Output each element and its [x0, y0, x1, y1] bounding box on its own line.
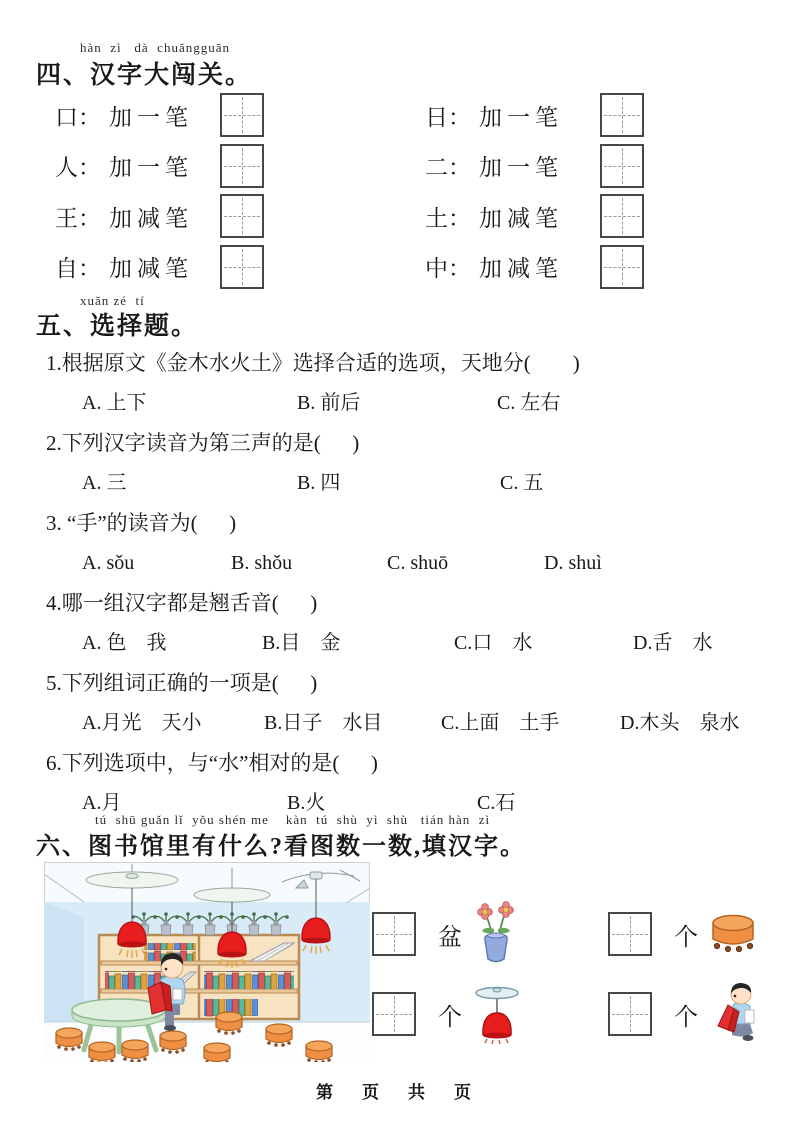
question-list [36, 342, 766, 822]
question-5 [36, 662, 766, 742]
section4-title: 四、汉字大闯关。 [36, 62, 253, 89]
section6-title: 六、图书馆里有什么?看图数一数,填汉字。 [36, 834, 526, 860]
option-b[interactable]: B.日子 水目 [264, 712, 383, 734]
question-6 [36, 742, 766, 822]
tianzige-box[interactable] [600, 93, 644, 137]
question-2 [36, 422, 766, 502]
question-text: 2.下列汉字读音为第三声的是( ) [46, 431, 360, 455]
tianzige-box[interactable] [608, 992, 652, 1036]
count-item-lamps [372, 983, 522, 1045]
stroke-row-label: 人： 加一笔 [55, 155, 193, 181]
tianzige-box[interactable] [608, 912, 652, 956]
stroke-row-label: 日： 加一笔 [425, 104, 563, 130]
option-c[interactable]: C. shuō [387, 552, 449, 574]
measure-word: 个 [438, 1004, 462, 1031]
library-scene [44, 862, 370, 1062]
stroke-row-label: 二： 加一笔 [425, 155, 563, 181]
option-a[interactable]: A. sǒu [82, 552, 135, 574]
measure-word: 盆 [438, 924, 462, 951]
option-b[interactable]: B. 前后 [297, 392, 361, 414]
question-text: 5.下列组词正确的一项是( ) [46, 671, 318, 695]
page-footer: 第 页 共 页 [316, 1083, 477, 1102]
option-c[interactable]: C. 五 [500, 472, 544, 494]
question-text: 3. “手”的读音为( ) [46, 511, 237, 535]
question-options [36, 384, 766, 422]
tianzige-box[interactable] [600, 245, 644, 289]
section4-right-column [425, 90, 644, 292]
tianzige-box[interactable] [220, 245, 264, 289]
library-illustration [44, 862, 370, 1062]
option-b[interactable]: B.火 [287, 792, 326, 814]
section5-pinyin: xuǎn zé tí [80, 293, 145, 308]
measure-word: 个 [674, 1004, 698, 1031]
section5-title: 五、选择题。 [36, 313, 199, 340]
question-options [36, 464, 766, 502]
tianzige-box[interactable] [372, 992, 416, 1036]
tianzige-box[interactable] [372, 912, 416, 956]
pendant-lamp-icon [472, 983, 522, 1045]
stroke-row [425, 191, 644, 242]
section4-left-column [55, 90, 264, 292]
option-a[interactable]: A. 色 我 [82, 632, 167, 654]
tianzige-box[interactable] [220, 194, 264, 238]
option-c[interactable]: C. 左右 [497, 392, 561, 414]
count-item-readers [608, 983, 760, 1045]
question-text: 6.下列选项中，与“水”相对的是( ) [46, 751, 378, 775]
stroke-row-label: 口： 加一笔 [55, 104, 193, 130]
tianzige-box[interactable] [600, 194, 644, 238]
flower-pot-icon [472, 901, 520, 967]
measure-word: 个 [674, 924, 698, 951]
option-d[interactable]: D.木头 泉水 [620, 712, 740, 734]
stroke-row [55, 141, 264, 192]
tianzige-box[interactable] [600, 144, 644, 188]
stroke-row-label: 王： 加减笔 [55, 205, 193, 231]
option-d[interactable]: D.舌 水 [633, 632, 713, 654]
question-4 [36, 582, 766, 662]
section6-pinyin: tú shū guǎn lǐ yǒu shén me kàn tú shù yì shù tián hàn zì [95, 812, 491, 827]
count-item-stools [608, 903, 758, 965]
stroke-row [425, 141, 644, 192]
option-d[interactable]: D. shuì [544, 552, 602, 574]
count-item-flowers [372, 903, 520, 965]
option-b[interactable]: B. shǒu [231, 552, 293, 574]
question-3 [36, 502, 766, 582]
tianzige-box[interactable] [220, 93, 264, 137]
stroke-row-label: 中： 加减笔 [425, 256, 563, 282]
question-text: 1.根据原文《金木水火土》选择合适的选项，天地分( ) [46, 351, 580, 375]
stroke-row [55, 191, 264, 242]
option-c[interactable]: C.上面 土手 [441, 712, 560, 734]
option-c[interactable]: C.口 水 [454, 632, 533, 654]
section4-pinyin: hàn zì dà chuǎngguān [80, 40, 230, 55]
question-options [36, 704, 766, 742]
stroke-row [55, 242, 264, 293]
option-b[interactable]: B.目 金 [262, 632, 341, 654]
question-options [36, 544, 766, 582]
option-a[interactable]: A.月 [82, 792, 122, 814]
option-c[interactable]: C.石 [477, 792, 516, 814]
question-options [36, 624, 766, 662]
stroke-row [425, 242, 644, 293]
stroke-row [425, 90, 644, 141]
option-a[interactable]: A. 上下 [82, 392, 147, 414]
stroke-row [55, 90, 264, 141]
option-b[interactable]: B. 四 [297, 472, 341, 494]
option-a[interactable]: A. 三 [82, 472, 127, 494]
question-1 [36, 342, 766, 422]
option-a[interactable]: A.月光 天小 [82, 712, 202, 734]
stool-icon [708, 911, 758, 957]
question-text: 4.哪一组汉字都是翘舌音( ) [46, 591, 318, 615]
tianzige-box[interactable] [220, 144, 264, 188]
reading-boy-icon [708, 982, 760, 1046]
stroke-row-label: 土： 加减笔 [425, 205, 563, 231]
stroke-row-label: 自： 加减笔 [55, 256, 193, 282]
